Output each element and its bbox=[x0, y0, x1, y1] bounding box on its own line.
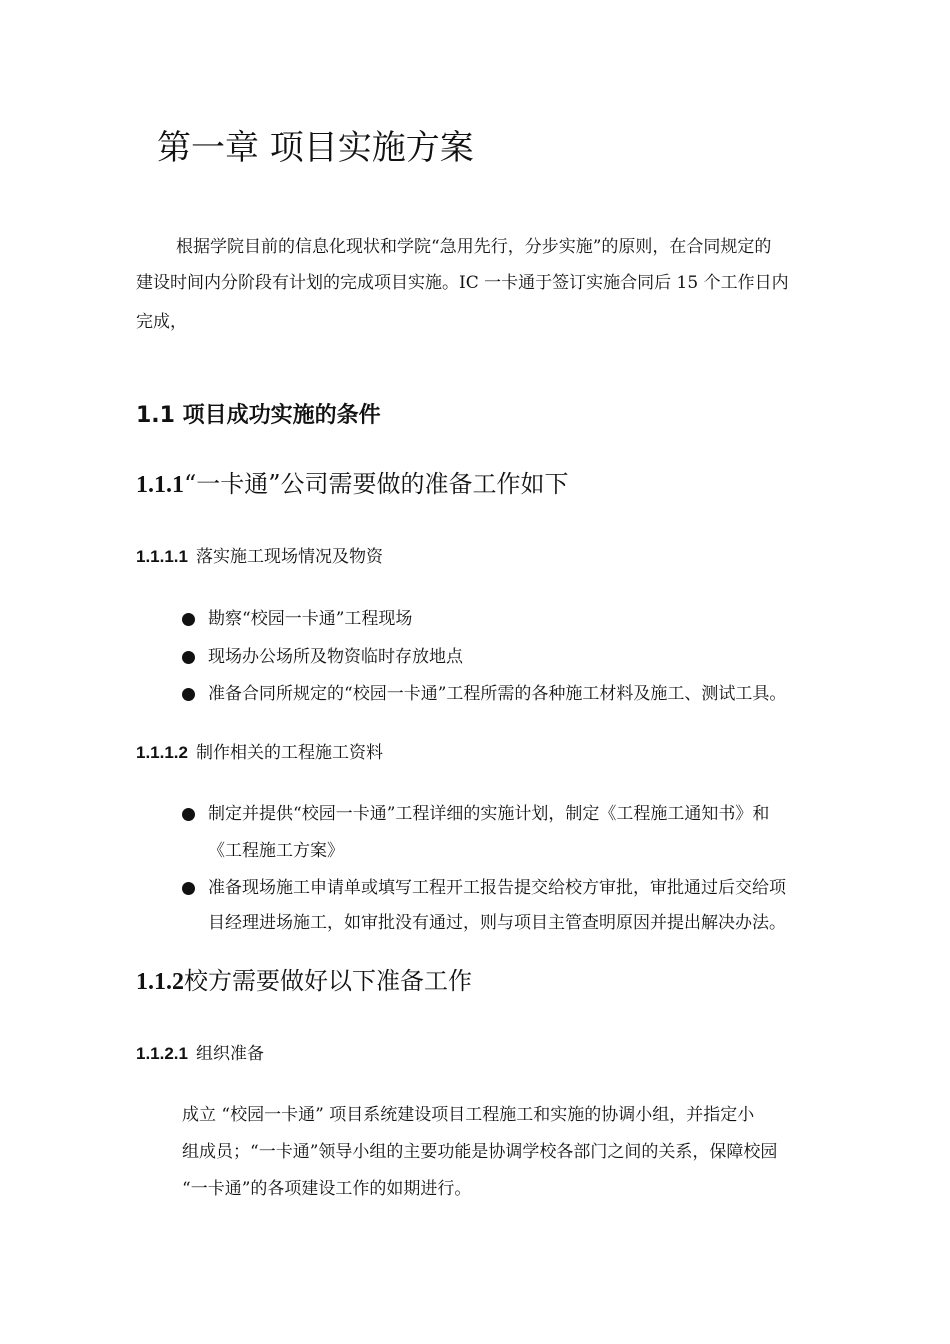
list-item bbox=[0, 640, 950, 674]
list-item-text: 现场办公场所及物资临时存放地点 bbox=[208, 647, 463, 667]
section-1-1-1-2-heading bbox=[136, 739, 383, 767]
section-1-1-2-1-number: 1.1.2.1 bbox=[136, 1044, 188, 1063]
org-line-1: 成立 “校园一卡通” 项目系统建设项目工程施工和实施的协调小组，并指定小 bbox=[182, 1105, 755, 1125]
section-1-1-heading: 1.1 项目成功实施的条件 bbox=[136, 403, 381, 428]
bullet-icon bbox=[182, 688, 195, 701]
bullet-icon bbox=[182, 613, 195, 626]
list-item bbox=[0, 677, 950, 711]
intro-line-2: 建设时间内分阶段有计划的完成项目实施。IC 一卡通于签订实施合同后 15 个工作日内 bbox=[136, 273, 789, 293]
list-item bbox=[0, 602, 950, 636]
section-1-1-1-1-title: 落实施工现场情况及物资 bbox=[196, 547, 383, 567]
chapter-title: 第一章 项目实施方案 bbox=[157, 128, 474, 168]
section-1-1-2-1-title: 组织准备 bbox=[196, 1044, 264, 1064]
section-1-1-1-2-number: 1.1.1.2 bbox=[136, 743, 188, 762]
section-1-1-2-number: 1.1.2 bbox=[136, 969, 184, 995]
section-1-1-2-1-heading bbox=[136, 1040, 264, 1068]
section-1-1-2-title: 校方需要做好以下准备工作 bbox=[184, 967, 472, 995]
list-item-continuation: 《工程施工方案》 bbox=[208, 841, 344, 861]
list-item bbox=[0, 797, 950, 831]
section-1-1-1-1-heading bbox=[136, 543, 383, 571]
list-item-text: 准备现场施工申请单或填写工程开工报告提交给校方审批，审批通过后交给项 bbox=[208, 878, 786, 898]
intro-line-1: 根据学院目前的信息化现状和学院“急用先行，分步实施”的原则，在合同规定的 bbox=[176, 237, 772, 257]
section-1-1-1-heading bbox=[136, 467, 569, 502]
list-item-text: 制定并提供“校园一卡通”工程详细的实施计划，制定《工程施工通知书》和 bbox=[208, 804, 770, 824]
section-1-1-1-1-number: 1.1.1.1 bbox=[136, 547, 188, 566]
intro-line-3: 完成， bbox=[136, 312, 187, 332]
list-item-text: 准备合同所规定的“校园一卡通”工程所需的各种施工材料及施工、测试工具。 bbox=[208, 684, 787, 704]
bullet-icon bbox=[182, 882, 195, 895]
list-item-continuation: 目经理进场施工，如审批没有通过，则与项目主管查明原因并提出解决办法。 bbox=[208, 913, 786, 933]
org-line-3: “一卡通”的各项建设工作的如期进行。 bbox=[182, 1179, 472, 1199]
org-line-2: 组成员；“一卡通”领导小组的主要功能是协调学校各部门之间的关系，保障校园 bbox=[182, 1142, 778, 1162]
bullet-icon bbox=[182, 651, 195, 664]
bullet-icon bbox=[182, 808, 195, 821]
list-item-text: 勘察“校园一卡通”工程现场 bbox=[208, 609, 413, 629]
section-1-1-1-2-title: 制作相关的工程施工资料 bbox=[196, 743, 383, 763]
section-1-1-1-title: “一卡通”公司需要做的准备工作如下 bbox=[184, 470, 569, 498]
section-1-1-1-number: 1.1.1 bbox=[136, 472, 184, 498]
section-1-1-2-heading bbox=[136, 964, 472, 999]
list-item bbox=[0, 871, 950, 905]
